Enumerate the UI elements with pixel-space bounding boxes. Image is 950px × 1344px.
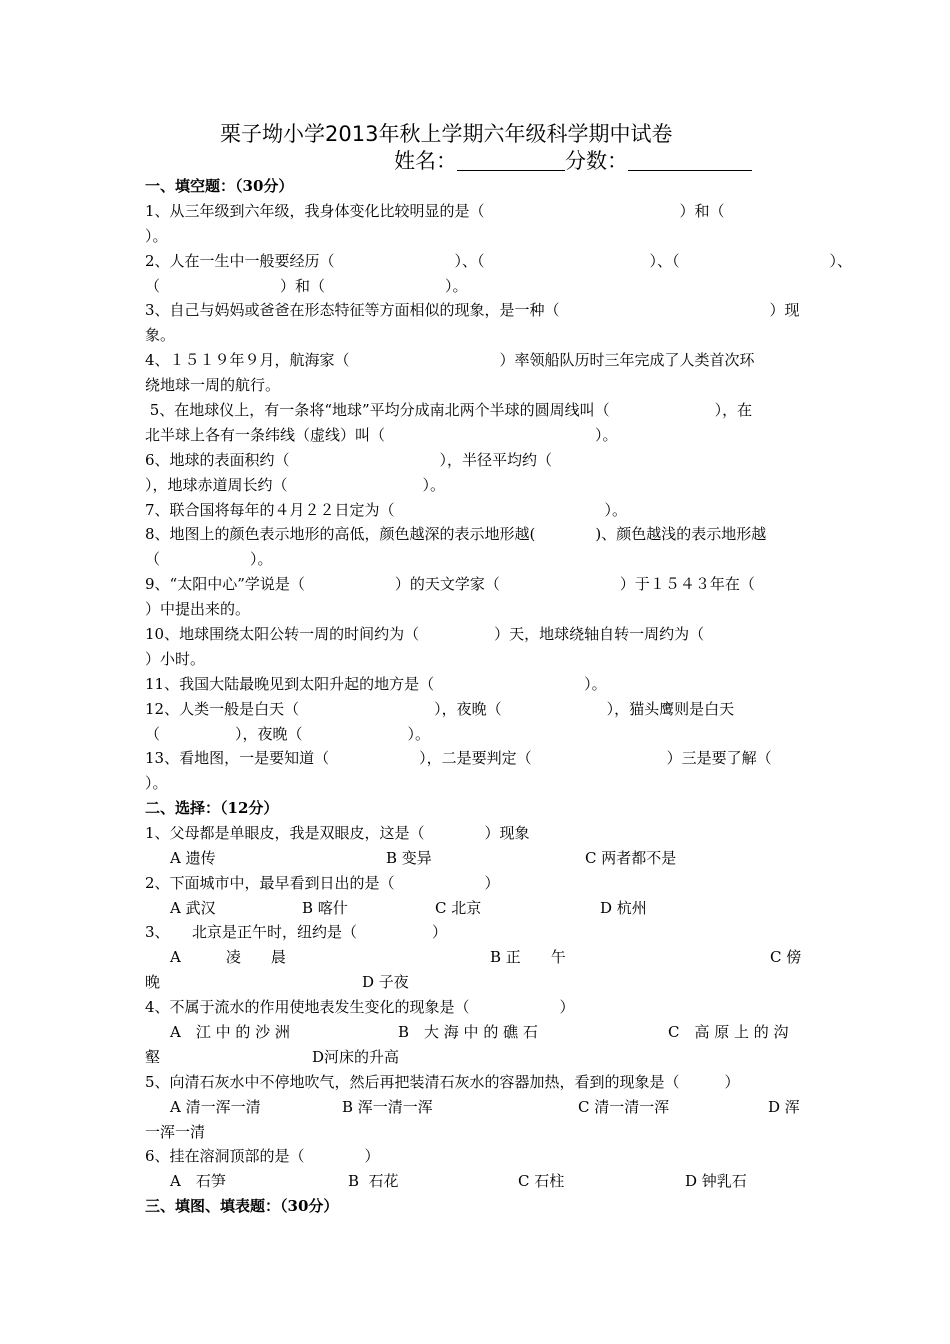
option-a[interactable]: A 清一浑一清: [170, 1098, 261, 1116]
page-title: 栗子坳小学2013年秋上学期六年级科学期中试卷: [220, 122, 673, 146]
section-heading: 三、填图、填表题：（30分）: [145, 1197, 339, 1215]
question-line: 5、在地球仪上，有一条将“地球”平均分成南北两个半球的圆周线叫（ ），在: [145, 401, 753, 419]
question-line: 11、我国大陆最晚见到太阳升起的地方是（ ）。: [145, 675, 607, 693]
option-a[interactable]: A 江 中 的 沙 洲: [170, 1023, 290, 1041]
option-d[interactable]: D河床的升高: [312, 1048, 400, 1066]
question-line: ）。: [145, 227, 168, 245]
name-score-line: [394, 150, 752, 171]
section-heading: 一、填空题：（30分）: [145, 177, 294, 195]
option-c[interactable]: C 高 原 上 的 沟: [668, 1023, 789, 1041]
option-c[interactable]: C 石柱: [518, 1172, 565, 1190]
option-d-continued: 一浑一清: [145, 1123, 206, 1141]
score-blank[interactable]: [628, 150, 752, 171]
option-b[interactable]: B 大 海 中 的 礁 石: [398, 1023, 538, 1041]
question-line: ）中提出来的。: [145, 600, 251, 618]
question-line: 4、１５１９年９月，航海家（ ）率领船队历时三年完成了人类首次环: [145, 351, 755, 369]
section-heading: 二、选择：（12分）: [145, 799, 279, 817]
question-line: 10、地球围绕太阳公转一周的时间约为（ ）天，地球绕轴自转一周约为（: [145, 625, 705, 643]
option-b[interactable]: B 喀什: [302, 899, 348, 917]
question-line: 2、下面城市中，最早看到日出的是（ ）: [145, 874, 500, 892]
option-b[interactable]: B 变异: [386, 849, 432, 867]
name-blank[interactable]: [457, 150, 565, 171]
question-line: （ ），夜晚（ ）。: [145, 725, 431, 743]
option-c[interactable]: C 两者都不是: [585, 849, 677, 867]
question-line: 北半球上各有一条纬线（虚线）叫（ ）。: [145, 426, 618, 444]
option-a[interactable]: A 遗传: [170, 849, 216, 867]
option-d[interactable]: D 杭州: [600, 899, 647, 917]
question-line: 13、看地图，一是要知道（ ），二是要判定（ ）三是要了解（: [145, 749, 772, 767]
question-line: 2、人在一生中一般要经历（ ）、（ ）、（ ）、: [145, 252, 853, 270]
option-c[interactable]: C 清一清一浑: [578, 1098, 670, 1116]
question-line: 6、挂在溶洞顶部的是（ ）: [145, 1147, 380, 1165]
question-line: 7、联合国将每年的４月２２日定为（ ）。: [145, 501, 628, 519]
question-line: 9、“太阳中心”学说是（ ）的天文学家（ ）于１５４３年在（: [145, 575, 755, 593]
question-line: 绕地球一周的航行。: [145, 376, 281, 394]
question-line: （ ）。: [145, 550, 273, 568]
option-d[interactable]: D 浑: [768, 1098, 800, 1116]
option-a[interactable]: A 凌 晨: [170, 948, 286, 966]
question-line: 8、地图上的颜色表示地形的高低，颜色越深的表示地形越( )、颜色越浅的表示地形越: [145, 525, 767, 543]
question-line: 3、自己与妈妈或爸爸在形态特征等方面相似的现象，是一种（ ）现: [145, 301, 800, 319]
option-c-continued: 壑: [145, 1048, 161, 1066]
question-line: ）小时。: [145, 650, 206, 668]
option-c[interactable]: C 北京: [435, 899, 482, 917]
option-b[interactable]: B 正 午: [490, 948, 566, 966]
name-label: 姓名：: [394, 149, 457, 173]
question-line: 3、 北京是正午时，纽约是（ ）: [145, 923, 448, 941]
option-b[interactable]: B 浑一清一浑: [342, 1098, 433, 1116]
option-a[interactable]: A 石笋: [170, 1172, 226, 1190]
question-line: 4、不属于流水的作用使地表发生变化的现象是（ ）: [145, 998, 575, 1016]
question-line: ）。: [145, 774, 168, 792]
question-line: ），地球赤道周长约（ ）。: [145, 476, 446, 494]
option-d[interactable]: D 钟乳石: [685, 1172, 747, 1190]
question-line: 6、地球的表面积约（ ），半径平均约（: [145, 451, 553, 469]
option-a[interactable]: A 武汉: [170, 899, 216, 917]
question-line: 1、父母都是单眼皮，我是双眼皮，这是（ ）现象: [145, 824, 530, 842]
option-c[interactable]: C 傍: [770, 948, 802, 966]
option-c-continued: 晚: [145, 973, 161, 991]
score-label: 分数：: [565, 149, 628, 173]
question-line: 象。: [145, 326, 176, 344]
question-line: 12、人类一般是白天（ ），夜晚（ ），猫头鹰则是白天: [145, 700, 735, 718]
question-line: （ ）和（ ）。: [145, 277, 468, 295]
question-line: 5、向清石灰水中不停地吹气，然后再把装清石灰水的容器加热，看到的现象是（ ）: [145, 1073, 740, 1091]
question-line: 1、从三年级到六年级，我身体变化比较明显的是（ ）和（: [145, 202, 725, 220]
option-b[interactable]: B 石花: [348, 1172, 399, 1190]
option-d[interactable]: D 子夜: [362, 973, 409, 991]
